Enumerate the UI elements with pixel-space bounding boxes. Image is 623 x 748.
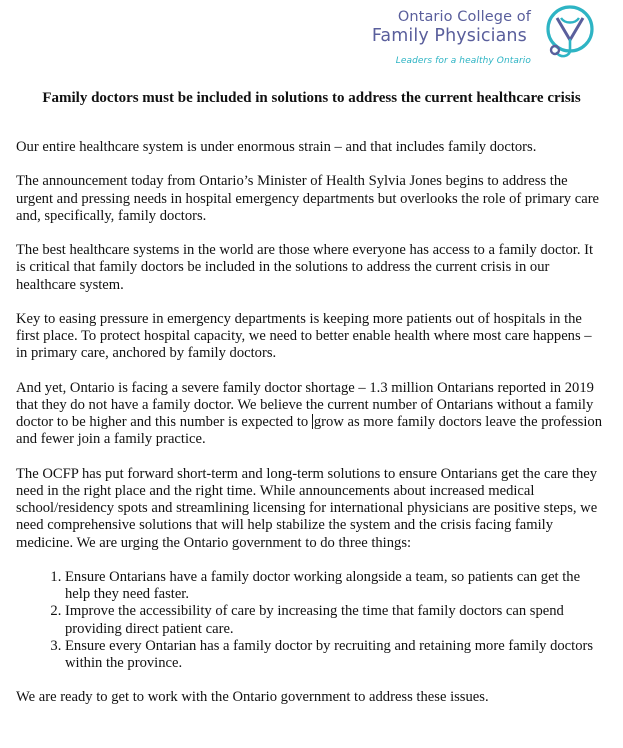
paragraph-4: Key to easing pressure in emergency departments is keeping more patients out of hospitals in the first place. To protect hospital capacity, we need to better enable health where most care happens – in primary care, anchored by family doctors. [16, 310, 592, 362]
paragraph-2: The announcement today from Ontario’s Minister of Health Sylvia Jones begins to address the urgent and pressing needs in hospital emergency departments but overlooks the role of primary care and, specifically, family doctors. [16, 173, 600, 224]
paragraph-3: The best healthcare systems in the world are those where everyone has access to a family doctor. It is critical that family doctors be included in the solutions to address the current crisis in our healthcare system. [16, 242, 594, 293]
list-item: 2. Improve the accessibility of care by increasing the time that family doctors can spend providing direct patient care. [65, 603, 606, 637]
document-title: Family doctors must be included in solutions to address the current healthcare crisis [42, 90, 581, 106]
list-item: 3. Ensure every Ontarian has a family doctor by recruiting and retaining more family doctors within the province. [65, 638, 606, 672]
list-item: 1. Ensure Ontarians have a family doctor working alongside a team, so patients can get the help they need faster. [65, 569, 606, 603]
document-header [0, 0, 623, 80]
org-tagline: Leaders for a healthy Ontario [395, 56, 531, 66]
paragraph-5-text-b: grow as more family doctors leave the profession and fewer join a family practice. [16, 414, 603, 448]
action-list [16, 569, 606, 672]
paragraph-1: Our entire healthcare system is under enormous strain – and that includes family doctors. [16, 139, 537, 155]
text-cursor [312, 414, 313, 429]
org-name [372, 9, 531, 47]
paragraph-6: The OCFP has put forward short-term and long-term solutions to ensure Ontarians get the care they need in the right place and the right time. While announcements about increased medical school/residency spots and streamlining licensing for international physicians are positive steps, we need comprehensive solutions that will help stabilize the system and the crisis facing family medicine. We are urging the Ontario government to do three things: [16, 465, 598, 551]
stethoscope-heart-logo-icon [537, 2, 601, 66]
closing-paragraph: We are ready to get to work with the Ontario government to address these issues. [16, 689, 489, 706]
paragraph-5[interactable] [16, 380, 606, 449]
document-body [16, 139, 606, 724]
paragraph-5-text-a: And yet, Ontario is facing a severe family doctor shortage – 1.3 million Ontarians reported in 2019 that they do not have a family doctor. We believe the current number of Ontarians without a family doctor to be higher and this number is expected to [16, 379, 594, 431]
org-name-line1: Ontario College of [397, 9, 531, 25]
org-name-line2: Family Physicians [371, 26, 527, 46]
